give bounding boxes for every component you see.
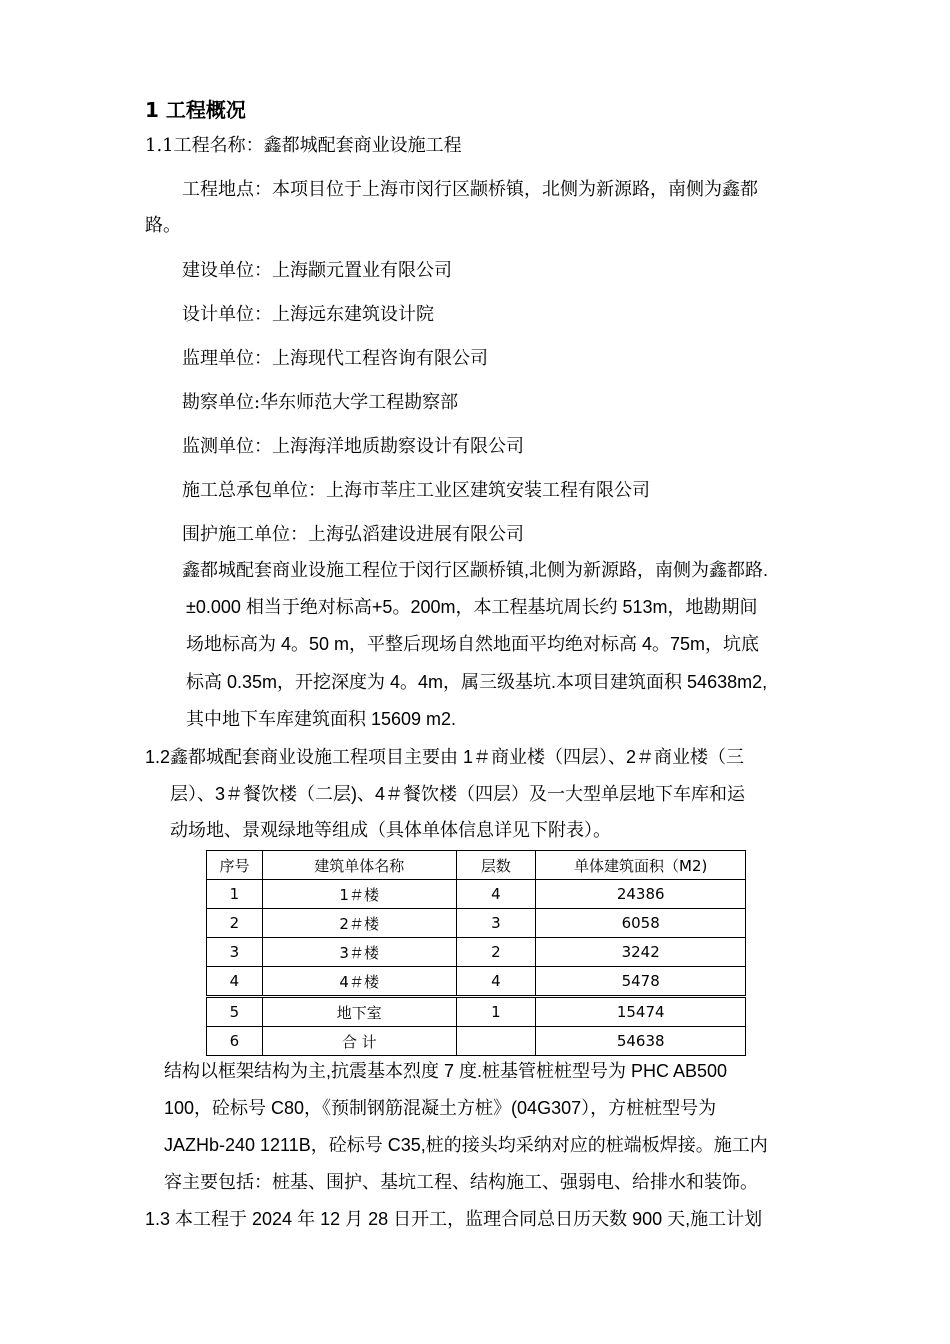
table-cell: 3 bbox=[207, 938, 263, 967]
table-cell: 4＃楼 bbox=[262, 967, 456, 997]
table-header-cell: 序号 bbox=[207, 851, 263, 880]
table-cell: 地下室 bbox=[262, 997, 456, 1027]
table-cell: 54638 bbox=[536, 1027, 746, 1056]
table-cell: 3242 bbox=[536, 938, 746, 967]
table-cell: 4 bbox=[207, 967, 263, 997]
table-cell: 6058 bbox=[536, 909, 746, 938]
table-total-row bbox=[207, 1027, 746, 1056]
building-units-table bbox=[206, 850, 746, 1056]
table-cell: 6 bbox=[207, 1027, 263, 1056]
table-cell: 15474 bbox=[536, 997, 746, 1027]
table-cell: 4 bbox=[456, 967, 536, 997]
description-line-2: ±0.000 相当于绝对标高+5。200m，本工程基坑周长约 513m，地勘期间 bbox=[186, 597, 758, 617]
table-cell: 5478 bbox=[536, 967, 746, 997]
table-cell bbox=[456, 1027, 536, 1056]
table-row bbox=[207, 967, 746, 997]
table-cell: 合 计 bbox=[262, 1027, 456, 1056]
table-cell: 1 bbox=[456, 997, 536, 1027]
table-row bbox=[207, 880, 746, 909]
survey-unit-line: 勘察单位:华东师范大学工程勘察部 bbox=[182, 392, 459, 413]
table-row bbox=[207, 938, 746, 967]
description-line-1: 鑫都城配套商业设施工程位于闵行区颛桥镇,北侧为新源路，南侧为鑫都路. bbox=[182, 560, 768, 580]
description-line-3: 场地标高为 4。50 m，平整后现场自然地面平均绝对标高 4。75m，坑底 bbox=[186, 634, 760, 654]
structure-line-2: 100，砼标号 C80，《预制钢筋混凝土方桩》(04G307），方桩桩型号为 bbox=[164, 1098, 717, 1118]
section-heading: 1 工程概况 bbox=[145, 98, 246, 122]
monitoring-unit-line: 监测单位：上海海洋地质勘察设计有限公司 bbox=[182, 436, 524, 457]
table-cell: 24386 bbox=[536, 880, 746, 909]
description-line-4: 标高 0.35m，开挖深度为 4。4m，属三级基坑.本项目建筑面积 54638m2, bbox=[186, 672, 768, 692]
table-cell: 2 bbox=[456, 938, 536, 967]
project-name-line: 1.1工程名称：鑫都城配套商业设施工程 bbox=[145, 135, 462, 156]
design-unit-line: 设计单位：上海远东建筑设计院 bbox=[182, 304, 434, 325]
supervision-unit-line: 监理单位：上海现代工程咨询有限公司 bbox=[182, 348, 488, 369]
table-header-cell: 建筑单体名称 bbox=[262, 851, 456, 880]
owner-unit-line: 建设单位：上海颛元置业有限公司 bbox=[182, 260, 452, 281]
structure-line-4: 容主要包括：桩基、围护、基坑工程、结构施工、强弱电、给排水和装饰。 bbox=[164, 1172, 758, 1192]
project-site-line-1: 工程地点：本项目位于上海市闵行区颛桥镇，北侧为新源路，南侧为鑫都 bbox=[182, 179, 758, 200]
table-cell: 2＃楼 bbox=[262, 909, 456, 938]
composition-line-2: 层）、3＃餐饮楼（二层)、4＃餐饮楼（四层）及一大型单层地下车库和运 bbox=[170, 784, 746, 804]
general-contractor-line: 施工总承包单位：上海市莘庄工业区建筑安装工程有限公司 bbox=[182, 480, 650, 501]
table-header-cell: 层数 bbox=[456, 851, 536, 880]
structure-line-1: 结构以框架结构为主,抗震基本烈度 7 度.桩基管桩桩型号为 PHC AB500 bbox=[164, 1061, 728, 1081]
project-site-line-2: 路。 bbox=[145, 215, 181, 236]
retaining-contractor-line: 围护施工单位：上海弘滔建设进展有限公司 bbox=[182, 524, 524, 545]
composition-line-1: 1.2鑫都城配套商业设施工程项目主要由 1＃商业楼（四层）、2＃商业楼（三 bbox=[145, 747, 745, 767]
table-header-row bbox=[207, 851, 746, 880]
structure-line-3: JAZHb-240 1211B，砼标号 C35,桩的接头均采纳对应的桩端板焊接。施工内 bbox=[164, 1135, 768, 1155]
table-header-cell: 单体建筑面积（M2) bbox=[536, 851, 746, 880]
table-cell: 5 bbox=[207, 997, 263, 1027]
table-cell: 4 bbox=[456, 880, 536, 909]
table-row bbox=[207, 997, 746, 1027]
table-cell: 3＃楼 bbox=[262, 938, 456, 967]
description-line-5: 其中地下车库建筑面积 15609 m2. bbox=[186, 709, 457, 729]
table-cell: 3 bbox=[456, 909, 536, 938]
composition-line-3: 动场地、景观绿地等组成（具体单体信息详见下附表）。 bbox=[170, 820, 611, 840]
table-cell: 1 bbox=[207, 880, 263, 909]
schedule-line: 1.3 本工程于 2024 年 12 月 28 日开工，监理合同总日历天数 900 天,施工计划 bbox=[145, 1209, 763, 1229]
table-cell: 1＃楼 bbox=[262, 880, 456, 909]
table-row bbox=[207, 909, 746, 938]
table-cell: 2 bbox=[207, 909, 263, 938]
